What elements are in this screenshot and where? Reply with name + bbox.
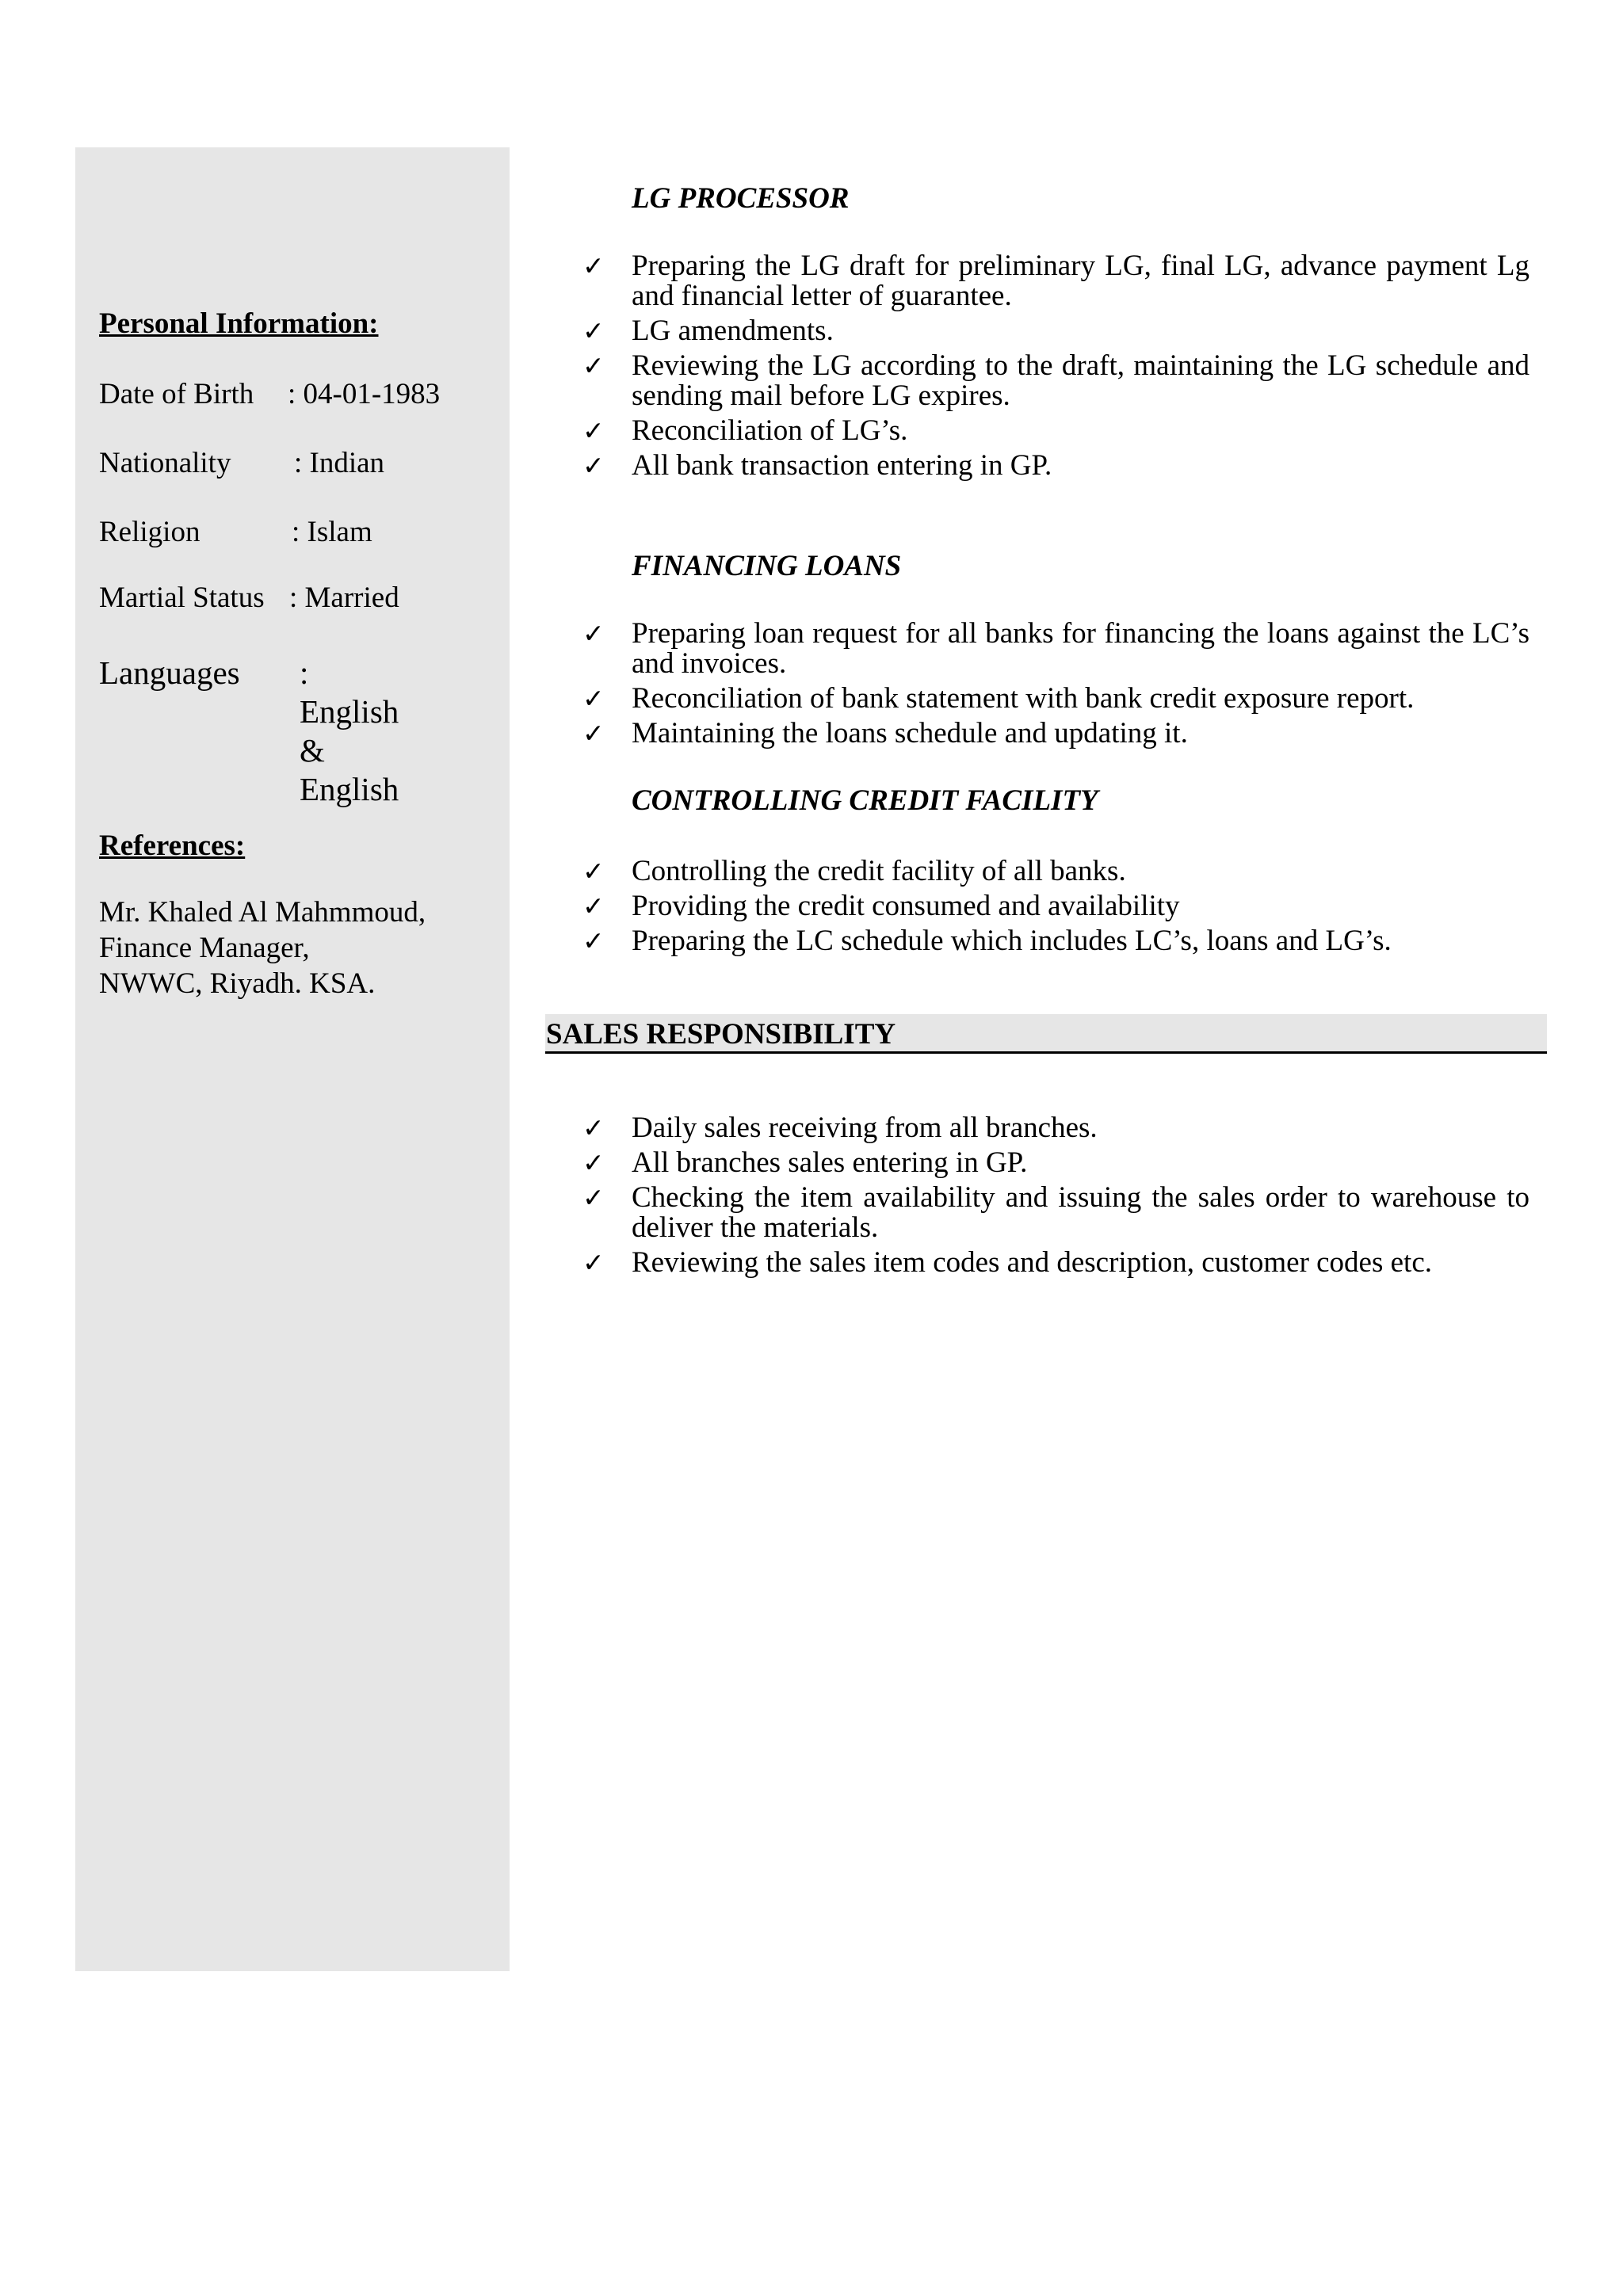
financing-loans-heading: FINANCING LOANS: [632, 550, 902, 582]
check-mark-icon: ✓: [582, 618, 605, 649]
controlling-credit-facility-heading: CONTROLLING CREDIT FACILITY: [632, 784, 1098, 817]
list-item: ✓ LG amendments.: [582, 315, 834, 347]
religion-value: : Islam: [292, 516, 372, 548]
list-item: ✓ Reconciliation of LG’s.: [582, 414, 908, 447]
list-item: ✓ Reviewing the sales item codes and description, customer codes etc.: [582, 1246, 1433, 1279]
marital-status-label: Martial Status: [99, 582, 265, 614]
date-of-birth-label: Date of Birth: [99, 378, 254, 410]
list-item: ✓ Maintaining the loans schedule and updating it.: [582, 717, 1188, 749]
check-mark-icon: ✓: [582, 1247, 605, 1278]
languages-label: Languages: [99, 654, 240, 691]
check-mark-icon: ✓: [582, 925, 605, 956]
sales-responsibility-heading: SALES RESPONSIBILITY: [546, 1018, 896, 1051]
check-mark-icon: ✓: [582, 1147, 605, 1178]
controlling-credit-facility-list: [582, 856, 1529, 961]
marital-status-value: : Married: [289, 582, 399, 614]
list-item: ✓ Daily sales receiving from all branches.: [582, 1112, 1098, 1144]
religion-label: Religion: [99, 516, 200, 548]
list-item: ✓ Checking the item availability and issuing the sales order to warehouse to deliver the materials.: [582, 1181, 1529, 1244]
list-item: ✓ All bank transaction entering in GP.: [582, 449, 1052, 482]
check-mark-icon: ✓: [582, 891, 605, 921]
sales-responsibility-section-bar: [545, 1014, 1547, 1054]
list-item: ✓ All branches sales entering in GP.: [582, 1146, 1028, 1179]
list-item: ✓ Preparing loan request for all banks for financing the loans against the LC’s and invoices.: [582, 617, 1529, 680]
sales-responsibility-list: [582, 1113, 1529, 1283]
sidebar-panel: [75, 147, 510, 1971]
financing-loans-list: [582, 619, 1529, 753]
list-item: ✓ Reviewing the LG according to the draft, maintaining the LG schedule and sending mail before LG expires.: [582, 349, 1529, 412]
reference-contact: Mr. Khaled Al Mahmmoud, Finance Manager, NWWC, Riyadh. KSA.: [99, 896, 426, 1000]
nationality-label: Nationality: [99, 447, 231, 479]
check-mark-icon: ✓: [582, 250, 605, 281]
check-mark-icon: ✓: [582, 718, 605, 749]
languages-value: : English & English: [300, 654, 399, 807]
check-mark-icon: ✓: [582, 1182, 605, 1213]
check-mark-icon: ✓: [582, 856, 605, 887]
check-mark-icon: ✓: [582, 315, 605, 346]
list-item: ✓ Providing the credit consumed and availability: [582, 890, 1180, 922]
check-mark-icon: ✓: [582, 415, 605, 446]
list-item: ✓ Controlling the credit facility of all banks.: [582, 855, 1126, 887]
references-heading: References:: [99, 830, 246, 862]
check-mark-icon: ✓: [582, 1112, 605, 1143]
lg-processor-list: [582, 251, 1529, 486]
date-of-birth-value: : 04-01-1983: [288, 378, 441, 410]
lg-processor-heading: LG PROCESSOR: [632, 182, 850, 215]
list-item: ✓ Preparing the LG draft for preliminary LG, final LG, advance payment Lg and financial letter of guarantee.: [582, 250, 1529, 312]
personal-information-heading: Personal Information:: [99, 307, 379, 340]
check-mark-icon: ✓: [582, 683, 605, 714]
list-item: ✓ Preparing the LC schedule which includes LC’s, loans and LG’s.: [582, 925, 1392, 957]
list-item: ✓ Reconciliation of bank statement with bank credit exposure report.: [582, 682, 1415, 715]
nationality-value: : Indian: [294, 447, 385, 479]
check-mark-icon: ✓: [582, 450, 605, 481]
check-mark-icon: ✓: [582, 350, 605, 381]
